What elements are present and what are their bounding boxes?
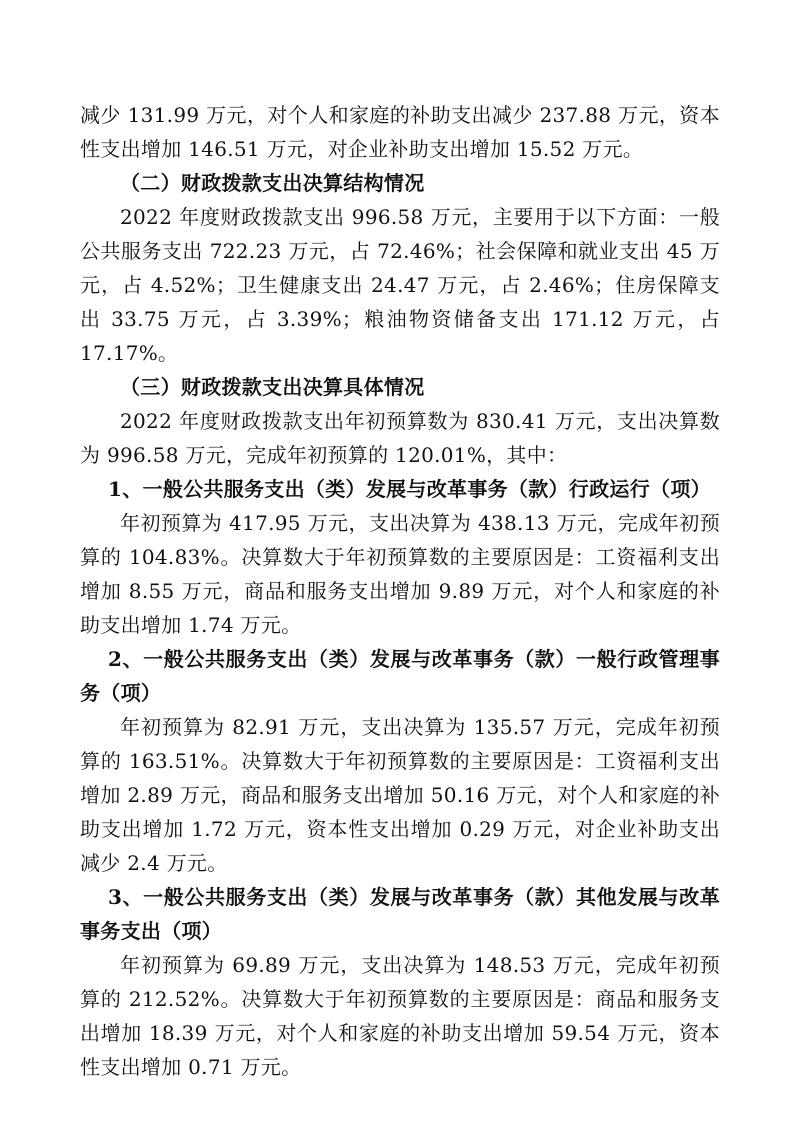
paragraph-item-3: 年初预算为 69.89 万元，支出决算为 148.53 万元，完成年初预算的 212.52%。决算数大于年初预算数的主要原因是：商品和服务支出增加 18.39 万元，对个人和家庭的补助支出增加 59.54 万元，资本性支出增加 0.71 万元。	[80, 953, 720, 1079]
item-heading-3: 3、一般公共服务支出（类）发展与改革事务（款）其他发展与改革事务支出（项）	[80, 885, 720, 943]
paragraph-item-2: 年初预算为 82.91 万元，支出决算为 135.57 万元，完成年初预算的 163.51%。决算数大于年初预算数的主要原因是：工资福利支出增加 2.89 万元，商品和服务支出增加 50.16 万元，对个人和家庭的补助支出增加 1.72 万元，资本性支出增加 0.29 万元，对企业补助支出减少 2.4 万元。	[80, 715, 720, 875]
section-heading-structure: （二）财政拨款支出决算结构情况	[120, 171, 425, 195]
item-heading-1: 1、一般公共服务支出（类）发展与改革事务（款）行政运行（项）	[108, 477, 711, 501]
paragraph-structure: 2022 年度财政拨款支出 996.58 万元，主要用于以下方面：一般公共服务支出 722.23 万元，占 72.46%；社会保障和就业支出 45 万元，占 4.52%；卫生健康支出 24.47 万元，占 2.46%；住房保障支出 33.75 万元，占 3.39%；粮油物资储备支出 171.12 万元，占 17.17%。	[80, 205, 720, 365]
paragraph-details-summary: 2022 年度财政拨款支出年初预算数为 830.41 万元，支出决算数为 996.58 万元，完成年初预算的 120.01%，其中：	[80, 409, 720, 467]
paragraph-item-1: 年初预算为 417.95 万元，支出决算为 438.13 万元，完成年初预算的 104.83%。决算数大于年初预算数的主要原因是：工资福利支出增加 8.55 万元，商品和服务支出增加 9.89 万元，对个人和家庭的补助支出增加 1.74 万元。	[80, 511, 720, 637]
item-heading-2: 2、一般公共服务支出（类）发展与改革事务（款）一般行政管理事务（项）	[80, 647, 720, 705]
section-heading-details: （三）财政拨款支出决算具体情况	[120, 375, 425, 399]
document-body	[80, 98, 720, 1084]
paragraph-continued: 减少 131.99 万元，对个人和家庭的补助支出减少 237.88 万元，资本性支出增加 146.51 万元，对企业补助支出增加 15.52 万元。	[80, 103, 720, 161]
